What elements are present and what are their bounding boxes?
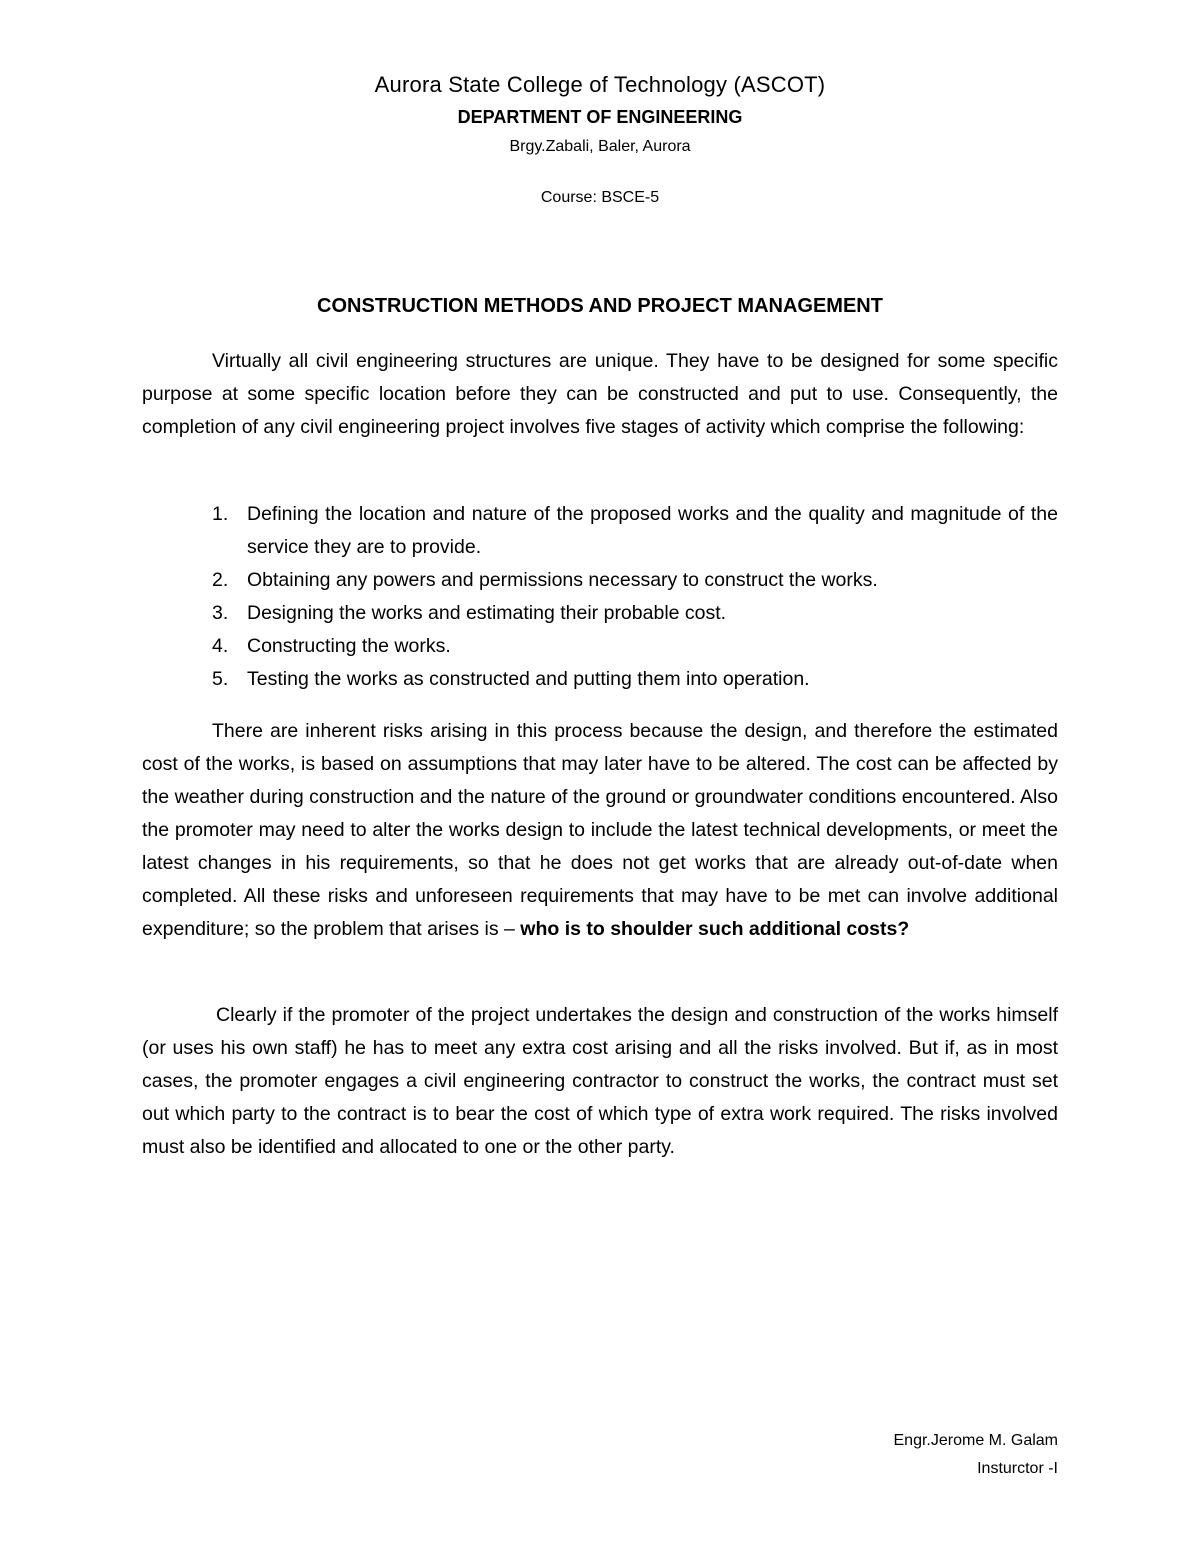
- list-item: [142, 597, 1058, 630]
- list-number: 1.: [212, 503, 229, 525]
- list-text: Defining the location and nature of the proposed works and the quality and magnitude of the service they are to provide.: [247, 503, 1058, 558]
- list-number: 4.: [212, 635, 229, 657]
- document-title: CONSTRUCTION METHODS AND PROJECT MANAGEMENT: [317, 295, 883, 317]
- risks-text: There are inherent risks arising in this process because the design, and therefore the estimated cost of the works, is based on assumptions that may later have to be altered. The cost can be affected by the weather during construction and the nature of the ground or groundwater conditions encountered. Also the promoter may need to alter the works design to include the latest technical developments, or meet the latest changes in his requirements, so that he does not get works that are already out-of-date when completed. All these risks and unforeseen requirements that may have to be met can involve additional expenditure; so the problem that arises is –: [142, 720, 1058, 940]
- instructor-name: Engr.Jerome M. Galam: [893, 1432, 1058, 1449]
- closing-paragraph: Clearly if the promoter of the project undertakes the design and construction of the works himself (or uses his own staff) he has to meet any extra cost arising and all the risks involved. But if, as in most cases, the promoter engages a civil engineering contractor to construct the works, the contract must set out which party to the contract is to bear the cost of which type of extra work required. The risks involved must also be identified and allocated to one or the other party.: [142, 1004, 1058, 1158]
- closing-section: [142, 999, 1058, 1164]
- address-line: Brgy.Zabali, Baler, Aurora: [509, 138, 691, 155]
- list-item: [142, 498, 1058, 564]
- department-name: DEPARTMENT OF ENGINEERING: [457, 107, 743, 127]
- list-text: Designing the works and estimating their probable cost.: [247, 602, 727, 624]
- list-text: Obtaining any powers and permissions necessary to construct the works.: [247, 569, 878, 591]
- list-item: [142, 564, 1058, 597]
- risks-question: who is to shoulder such additional costs?: [520, 918, 910, 940]
- list-text: Testing the works as constructed and putting them into operation.: [247, 668, 810, 690]
- risks-paragraph: [142, 715, 1058, 946]
- intro-paragraph: Virtually all civil engineering structures are unique. They have to be designed for some specific purpose at some specific location before they can be constructed and put to use. Consequently, the completion of any civil engineering project involves five stages of activity which comprise the following:: [142, 350, 1058, 438]
- institution-name: Aurora State College of Technology (ASCOT): [374, 72, 826, 97]
- instructor-role: Insturctor -I: [977, 1460, 1058, 1477]
- stages-list: [142, 498, 1058, 696]
- course-line: Course: BSCE-5: [540, 189, 660, 206]
- list-text: Constructing the works.: [247, 635, 451, 657]
- list-item: [142, 663, 1058, 696]
- intro-section: [142, 345, 1058, 444]
- list-number: 2.: [212, 569, 229, 591]
- risks-section: [142, 715, 1058, 946]
- list-item: [142, 630, 1058, 663]
- list-number: 3.: [212, 602, 229, 624]
- list-number: 5.: [212, 668, 229, 690]
